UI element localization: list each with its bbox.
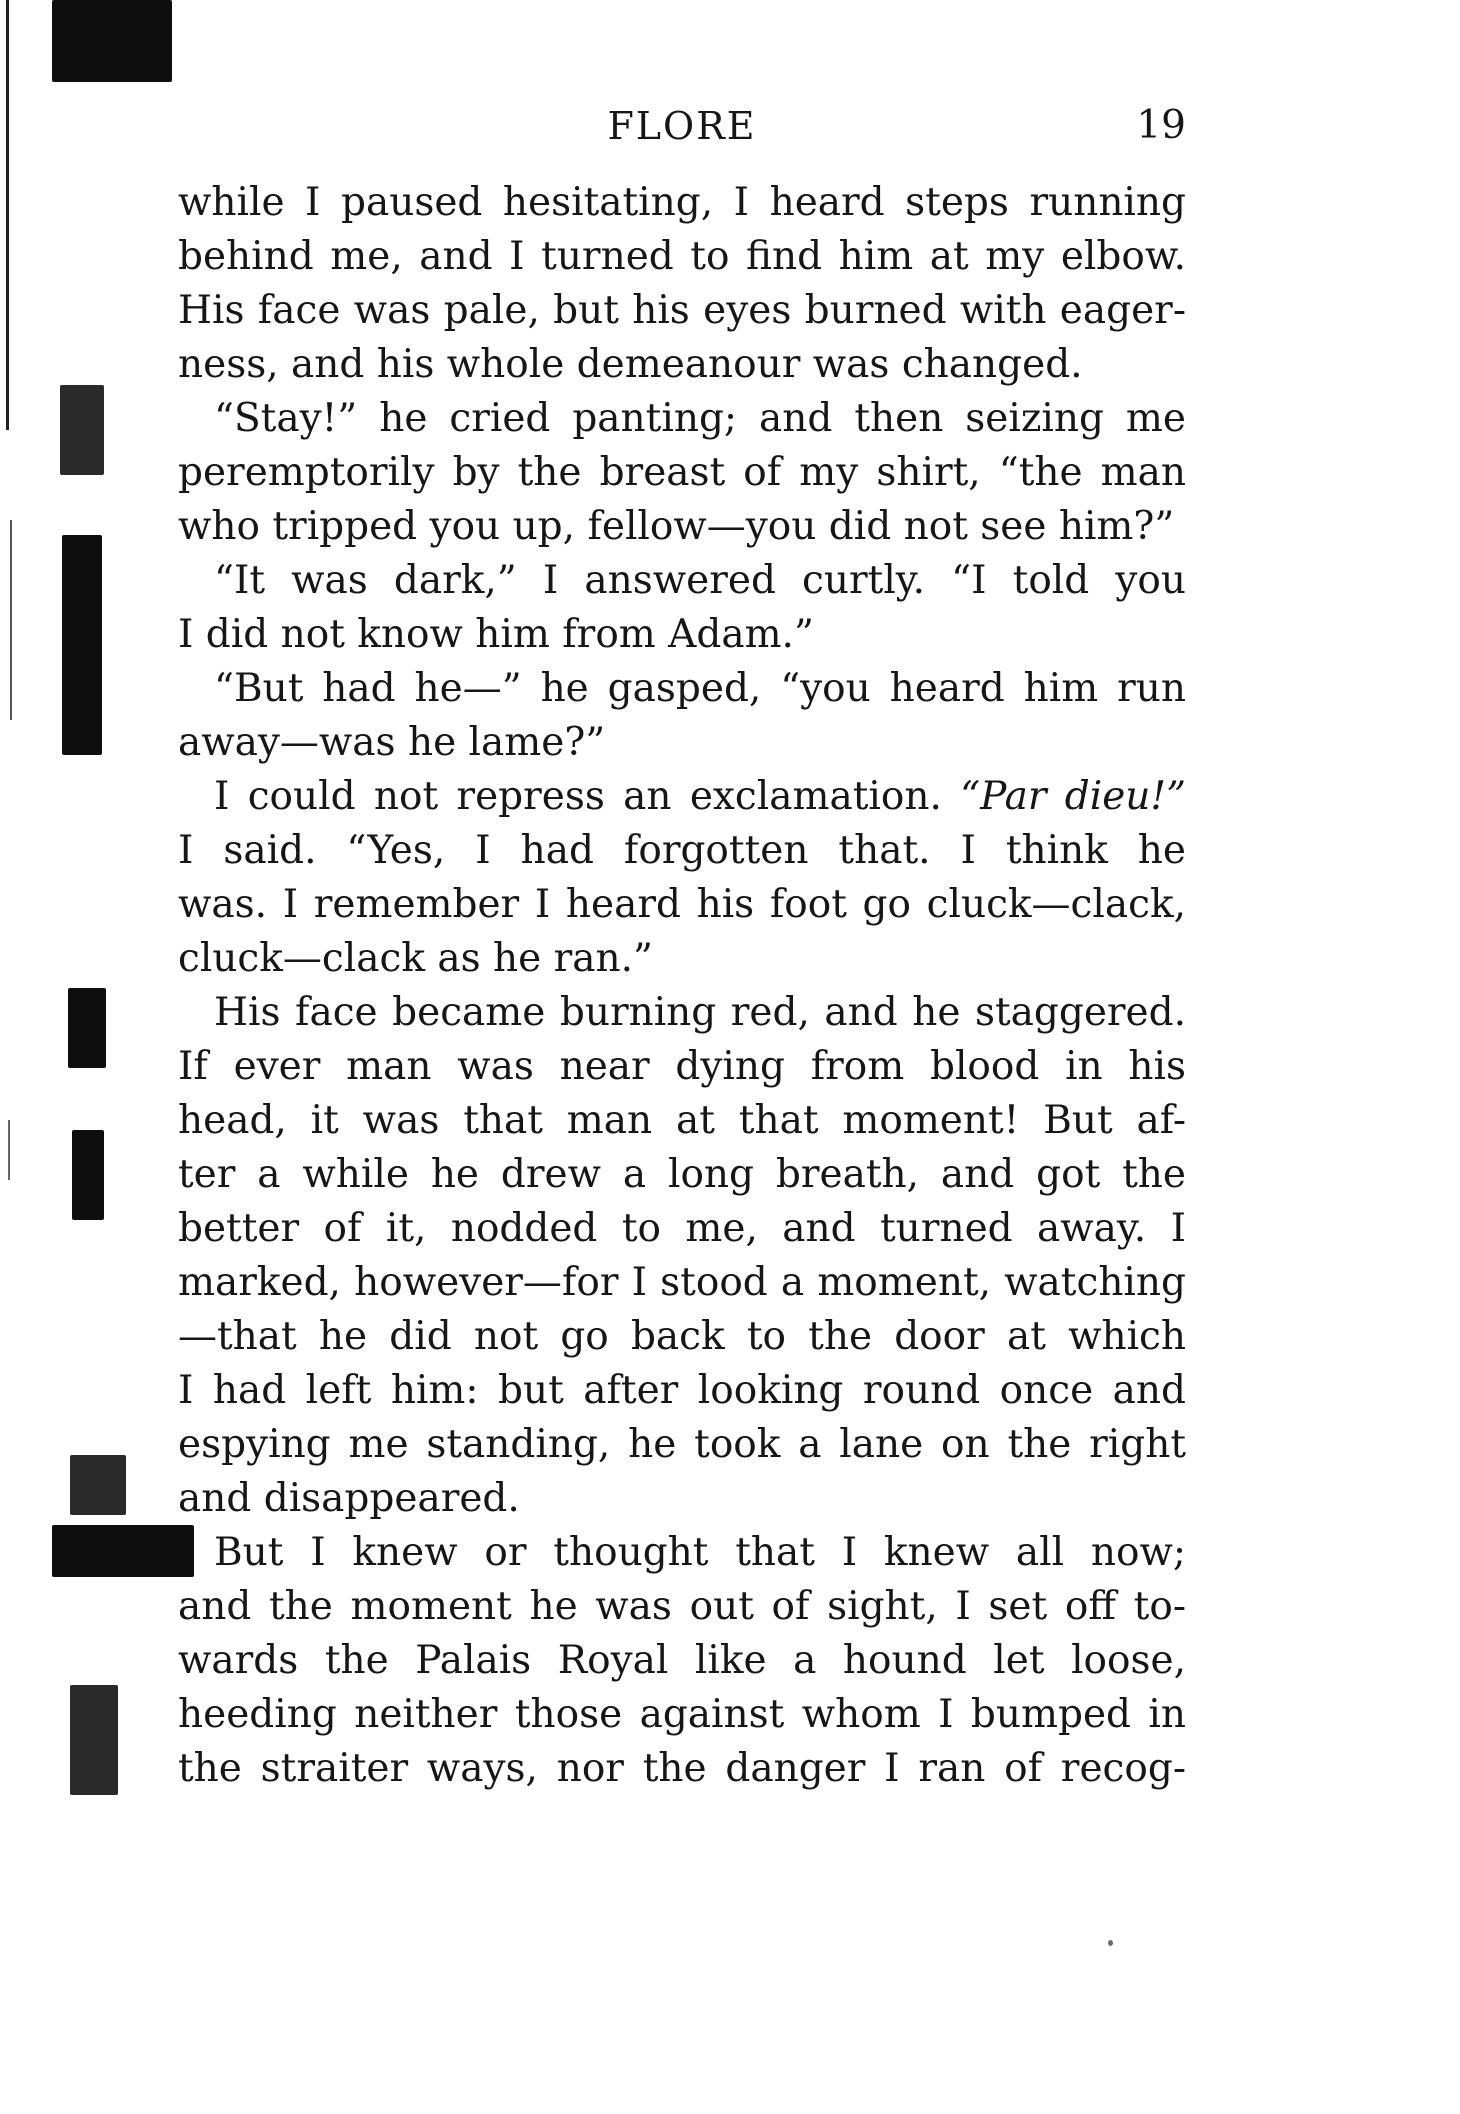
paragraph-line: But I knew or thought that I knew all now; xyxy=(214,1530,1186,1575)
paragraph-line: espying me standing, he took a lane on the right xyxy=(178,1422,1186,1467)
paragraph-line: better of it, nodded to me, and turned away. I xyxy=(178,1206,1186,1251)
paragraph-line: —that he did not go back to the door at which xyxy=(178,1314,1186,1359)
scan-smudge xyxy=(62,535,102,755)
page-header xyxy=(178,96,1186,156)
paragraph-line: “Stay!” he cried panting; and then seizing me xyxy=(214,396,1186,441)
paragraph-line: “But had he—” he gasped, “you heard him run xyxy=(214,666,1186,711)
italic-phrase: “Par dieu!” xyxy=(960,774,1187,819)
paragraph-line: His face was pale, but his eyes burned with eager- xyxy=(178,288,1186,333)
paragraph-line: head, it was that man at that moment! But af- xyxy=(178,1098,1186,1143)
scan-edge-line xyxy=(6,0,9,430)
paragraph-line: I did not know him from Adam.” xyxy=(178,612,814,657)
running-title: FLORE xyxy=(607,104,757,148)
paragraph-line: ter a while he drew a long breath, and got the xyxy=(178,1152,1186,1197)
paragraph-line: away—was he lame?” xyxy=(178,720,606,765)
page-number: 19 xyxy=(1136,103,1186,148)
line-text: I could not repress an exclamation. xyxy=(214,774,961,819)
scan-smudge xyxy=(68,988,106,1068)
scan-smudge xyxy=(70,1685,118,1795)
paragraph-line: while I paused hesitating, I heard steps running xyxy=(178,180,1186,225)
scan-edge-line xyxy=(10,520,12,720)
paragraph-line: and disappeared. xyxy=(178,1476,520,1521)
paragraph-line: heeding neither those against whom I bumped in xyxy=(178,1692,1186,1737)
paragraph-line: If ever man was near dying from blood in his xyxy=(178,1044,1186,1089)
paragraph-line: His face became burning red, and he staggered. xyxy=(214,990,1186,1035)
paragraph-line: and the moment he was out of sight, I set off to- xyxy=(178,1584,1186,1629)
paragraph-line: peremptorily by the breast of my shirt, “the man xyxy=(178,450,1186,495)
scan-smudge xyxy=(60,385,104,475)
paragraph-line: I had left him: but after looking round once and xyxy=(178,1368,1186,1413)
scan-smudge xyxy=(52,0,172,82)
paragraph-line: ness, and his whole demeanour was changed. xyxy=(178,342,1083,387)
body-text xyxy=(178,176,1186,1796)
paragraph-line: who tripped you up, fellow—you did not see him?” xyxy=(178,504,1175,549)
paragraph-line: I said. “Yes, I had forgotten that. I think he xyxy=(178,828,1186,873)
scan-smudge xyxy=(52,1525,194,1577)
paragraph-line: marked, however—for I stood a moment, watching xyxy=(178,1260,1186,1305)
paragraph-line: “It was dark,” I answered curtly. “I told you xyxy=(214,558,1186,603)
paragraph-line: cluck—clack as he ran.” xyxy=(178,936,653,981)
scan-speck xyxy=(1108,1940,1113,1946)
scan-edge-line xyxy=(8,1120,10,1180)
paragraph-line xyxy=(178,770,1186,824)
paragraph-line: was. I remember I heard his foot go cluck—clack, xyxy=(178,882,1186,927)
paragraph-line: wards the Palais Royal like a hound let loose, xyxy=(178,1638,1186,1683)
paragraph-line: behind me, and I turned to find him at my elbow. xyxy=(178,234,1186,279)
paragraph-line: the straiter ways, nor the danger I ran of recog- xyxy=(178,1746,1186,1791)
scan-smudge xyxy=(72,1130,104,1220)
scan-smudge xyxy=(70,1455,126,1515)
